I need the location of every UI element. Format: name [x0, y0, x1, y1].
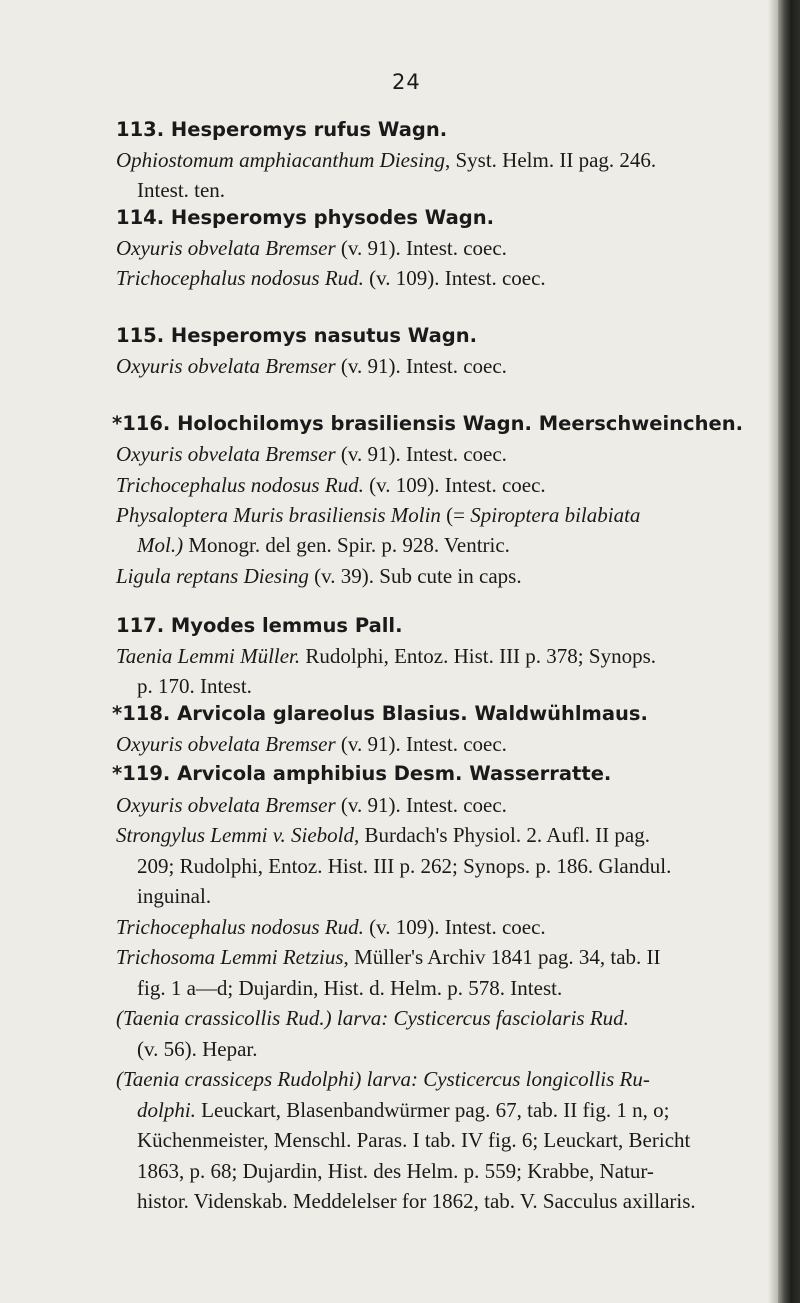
entry-text-line	[116, 236, 507, 260]
entry-text-line	[116, 354, 507, 378]
reference-text: , Müller's Archiv 1841 pag. 34, tab. II	[343, 945, 661, 969]
entry-text-line	[116, 503, 640, 527]
entry-text-line	[137, 1189, 696, 1213]
taxon-name: Trichocephalus nodosus Rud.	[116, 472, 364, 497]
entry-text-line	[116, 148, 656, 172]
taxon-name: Ophiostomum amphiacanthum Diesing	[116, 148, 445, 172]
reference-text: 209; Rudolphi, Entoz. Hist. III p. 262; Synops. p. 186. Glandul.	[137, 853, 672, 878]
taxon-name: Ligula reptans Diesing	[116, 563, 309, 588]
entry-text-line	[116, 266, 546, 290]
entry-text-line	[116, 564, 522, 588]
entry-text-line	[137, 1098, 669, 1122]
entry-text-line	[116, 442, 507, 466]
reference-text: , Syst. Helm. II pag. 246.	[445, 148, 657, 172]
reference-text: histor. Videnskab. Meddelelser for 1862, tab. V. Sacculus axillaris.	[137, 1189, 696, 1213]
reference-text: Küchenmeister, Menschl. Paras. I tab. IV fig. 6; Leuckart, Bericht	[137, 1128, 691, 1152]
taxon-name: Taenia Lemmi Müller.	[116, 644, 301, 668]
reference-text: Monogr. del gen. Spir. p. 928. Ventric.	[183, 533, 510, 558]
reference-text: (=	[440, 502, 471, 527]
reference-text: inguinal.	[137, 884, 212, 908]
entry-text-line	[137, 1037, 258, 1061]
book-binding	[778, 0, 800, 1303]
reference-text: (v. 91). Intest. coec.	[335, 236, 507, 260]
entry-text-line	[116, 644, 656, 668]
entry-text-line	[137, 854, 671, 878]
taxon-name: Oxyuris obvelata Bremser	[116, 354, 336, 378]
taxon-name: Spiroptera bilabiata	[470, 502, 641, 527]
reference-text: (v. 109). Intest. coec.	[363, 914, 546, 939]
entry-text-line	[137, 533, 510, 557]
entry-text-line	[137, 884, 211, 908]
taxon-name: (Taenia crassicollis Rud.) larva: Cysticercus fasciolaris Rud.	[116, 1006, 629, 1030]
entry-text-line	[116, 915, 546, 939]
taxon-name: Oxyuris obvelata Bremser	[116, 792, 336, 817]
reference-text: 1863, p. 68; Dujardin, Hist. des Helm. p. 559; Krabbe, Natur-	[137, 1158, 654, 1183]
reference-text: Rudolphi, Entoz. Hist. III p. 378; Synops.	[300, 644, 656, 668]
taxon-name: Physaloptera Muris brasiliensis Molin	[116, 502, 441, 527]
taxon-name: dolphi.	[137, 1097, 196, 1122]
entry-heading: 115. Hesperomys nasutus Wagn.	[116, 324, 478, 347]
reference-text: p. 170. Intest.	[137, 674, 252, 698]
taxon-name: Oxyuris obvelata Bremser	[116, 442, 336, 467]
reference-text: (v. 91). Intest. coec.	[335, 442, 507, 467]
reference-text: (v. 109). Intest. coec.	[363, 266, 546, 290]
reference-text: (v. 109). Intest. coec.	[363, 472, 546, 497]
entry-text-line	[137, 178, 225, 202]
entry-text-line	[116, 732, 507, 756]
taxon-name: Trichosoma Lemmi Retzius	[116, 945, 344, 969]
entry-heading: *116. Holochilomys brasiliensis Wagn. Meerschweinchen.	[112, 412, 744, 435]
entry-text-line	[116, 793, 507, 817]
entry-heading: 117. Myodes lemmus Pall.	[116, 614, 403, 637]
taxon-name: Trichocephalus nodosus Rud.	[116, 914, 364, 939]
entry-text-line	[137, 1128, 690, 1152]
reference-text: (v. 91). Intest. coec.	[335, 354, 507, 378]
entry-text-line	[116, 1067, 650, 1091]
reference-text: fig. 1 a—d; Dujardin, Hist. d. Helm. p. 578. Intest.	[137, 975, 563, 1000]
entry-text-line	[137, 1159, 654, 1183]
reference-text: (v. 39). Sub cute in caps.	[308, 563, 522, 588]
entry-heading: *119. Arvicola amphibius Desm. Wasserratte.	[112, 762, 612, 785]
entry-text-line	[116, 945, 661, 969]
taxon-name: Trichocephalus nodosus Rud.	[116, 266, 364, 290]
entry-heading: 114. Hesperomys physodes Wagn.	[116, 206, 495, 229]
entry-text-line	[116, 473, 546, 497]
entry-text-line	[137, 976, 562, 1000]
page-number: 24	[392, 70, 421, 94]
taxon-name: Oxyuris obvelata Bremser	[116, 732, 336, 756]
taxon-name: (Taenia crassiceps Rudolphi) larva: Cysticercus longicollis Ru-	[116, 1067, 650, 1091]
reference-text: Leuckart, Blasenbandwürmer pag. 67, tab. II fig. 1 n, o;	[195, 1097, 670, 1122]
reference-text: (v. 91). Intest. coec.	[335, 732, 507, 756]
reference-text: (v. 91). Intest. coec.	[335, 792, 507, 817]
entry-heading: 113. Hesperomys rufus Wagn.	[116, 118, 448, 141]
entry-text-line	[116, 1006, 629, 1030]
reference-text: Intest. ten.	[137, 178, 226, 202]
entry-text-line	[116, 823, 650, 847]
entry-heading: *118. Arvicola glareolus Blasius. Waldwühlmaus.	[112, 702, 648, 725]
taxon-name: Mol.)	[137, 533, 184, 558]
reference-text: , Burdach's Physiol. 2. Aufl. II pag.	[353, 823, 650, 847]
binding-shadow	[768, 0, 778, 1303]
entry-text-line	[137, 674, 252, 698]
reference-text: (v. 56). Hepar.	[137, 1036, 258, 1061]
taxon-name: Strongylus Lemmi v. Siebold	[116, 823, 354, 847]
taxon-name: Oxyuris obvelata Bremser	[116, 236, 336, 260]
